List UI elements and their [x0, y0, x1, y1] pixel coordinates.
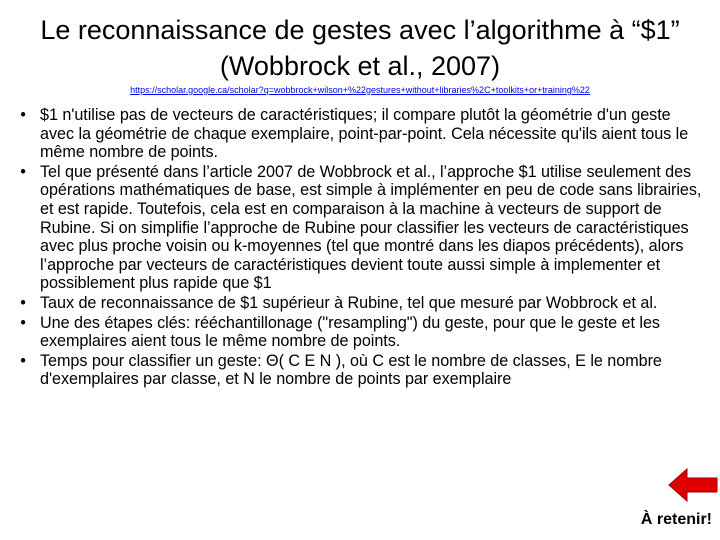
- bullet-dot: •: [20, 162, 26, 181]
- bullet-text: $1 n'utilise pas de vecteurs de caractéristiques; il compare plutôt la géométrie d'un geste avec la géométrie de chaque exemplaire, point-par-point. Cela nécessite qu'ils aient tous le même nombre de points.: [40, 106, 689, 162]
- bullet-dot: •: [20, 106, 26, 124]
- bullet-dot: •: [20, 351, 26, 370]
- bullet-item: [16, 314, 706, 351]
- bullet-text: Une des étapes clés: rééchantillonage ("resampling") du geste, pour que le geste et les exemplaires aient tous le même nombre de points.: [40, 313, 660, 351]
- bullet-dot: •: [20, 293, 26, 312]
- bullet-text: Taux de reconnaissance de $1 supérieur à Rubine, tel que mesuré par Wobbrock et al.: [40, 293, 658, 312]
- bullet-item: [16, 163, 706, 293]
- slide-title: Le reconnaissance de gestes avec l’algorithme à “$1” (Wobbrock et al., 2007): [40, 15, 680, 81]
- bullet-list: [16, 106, 706, 390]
- bullet-dot: •: [20, 313, 26, 332]
- scholar-link[interactable]: https://scholar.google.ca/scholar?q=wobbrock+wilson+%22gestures+without+libraries%2C+toolkits+or+training%22: [130, 85, 590, 95]
- bullet-text: Tel que présenté dans l’article 2007 de Wobbrock et al., l’approche $1 utilise seulement des opérations mathématiques de base, est simple à implémenter en peu de code sans librairies, et est rapide. Toutefois, cela est en comparaison à la machine à vecteurs de support de Rubine. Si on simplifie l’approche de Rubine pour classifier les vecteurs de caractéristiques avec plus proche voisin ou k-moyennes (tel que montré dans les diapos précédents), alors l’approche par vecteurs de caractéristiques devient toute aussi simple à implementer et possiblement plus rapide que $1: [40, 162, 702, 293]
- bullet-item: [16, 352, 706, 389]
- left-arrow-icon: [668, 468, 718, 502]
- retain-label: À retenir!: [640, 511, 712, 528]
- bullet-item: [16, 106, 706, 162]
- bullet-item: [16, 294, 706, 313]
- bullet-text: Temps pour classifier un geste: Θ( C E N ), où C est le nombre de classes, E le nombre d'exemplaires par classe, et N le nombre de points par exemplaire: [40, 351, 662, 389]
